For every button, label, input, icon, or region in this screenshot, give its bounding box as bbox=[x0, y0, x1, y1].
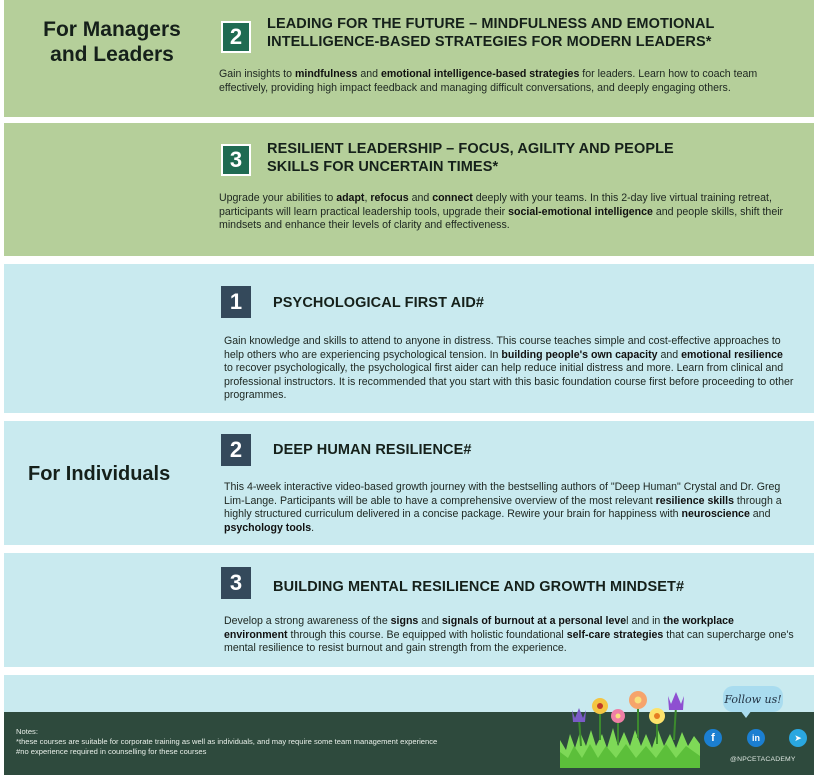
emphasis-text: building people's own capacity bbox=[501, 348, 658, 361]
course-number-badge: 2 bbox=[221, 434, 251, 466]
emphasis-text: psychology tools bbox=[224, 521, 312, 534]
linkedin-icon[interactable]: in bbox=[747, 729, 765, 747]
body-text: , bbox=[364, 192, 371, 204]
emphasis-text: emotional intelligence-based strategies bbox=[380, 68, 580, 80]
flower-garden-illustration bbox=[560, 688, 700, 768]
notes-label: Notes: bbox=[16, 727, 38, 736]
body-text: Upgrade your abilities to bbox=[219, 192, 337, 204]
body-text: Develop a strong awareness of the bbox=[224, 615, 391, 627]
footer-notes bbox=[16, 727, 437, 757]
body-text: and bbox=[408, 192, 433, 204]
course-number-badge: 1 bbox=[221, 286, 251, 318]
facebook-icon[interactable]: f bbox=[704, 729, 722, 747]
note-corporate: *these courses are suitable for corporate training as well as individuals, and may require some team management experience bbox=[16, 737, 438, 746]
course-description bbox=[224, 481, 794, 535]
body-text: and bbox=[418, 615, 442, 627]
course-description bbox=[219, 68, 794, 95]
course-description bbox=[224, 335, 794, 403]
emphasis-text: mindfulness bbox=[294, 68, 358, 80]
emphasis-text: signals of burnout at a personal leve bbox=[441, 615, 627, 627]
body-text: and bbox=[657, 348, 682, 361]
emphasis-text: signs bbox=[390, 615, 419, 627]
body-text: Gain insights to bbox=[219, 68, 295, 80]
note-no-experience: #no experience required in counselling for these courses bbox=[16, 747, 207, 756]
social-handle: @NPCETACADEMY bbox=[730, 756, 796, 763]
daisy-flower bbox=[649, 708, 665, 744]
course-title: DEEP HUMAN RESILIENCE# bbox=[273, 442, 472, 458]
course-title: LEADING FOR THE FUTURE – MINDFULNESS AND EMOTIONAL INTELLIGENCE-BASED STRATEGIES FOR MODERN LEADERS* bbox=[267, 16, 715, 51]
course-number-badge: 3 bbox=[221, 144, 251, 176]
course-description bbox=[224, 615, 794, 656]
course-description bbox=[219, 192, 794, 233]
body-text: This 4-week interactive video-based growth journey with the bestselling authors of "Deep Human" Crystal and Dr. Greg Lim-Lange. Participants will be able to have a comprehensive overview of the most relevant bbox=[224, 481, 781, 507]
emphasis-text: social-emotional intelligence bbox=[508, 205, 653, 218]
course-title: PSYCHOLOGICAL FIRST AID# bbox=[273, 295, 485, 311]
body-text: deeply with your teams. In this 2-day live virtual training retreat, participants will learn practical leadership tools, upgrade their bbox=[219, 192, 772, 218]
body-text: to recover psychologically, the psychological first aider can help reduce initial distress and more. Learn from clinical and professional instructors. It is recommended that you start with this basic foundation course first before proceeding to other programmes. bbox=[224, 362, 794, 402]
emphasis-text: neuroscience bbox=[681, 508, 750, 521]
emphasis-text: resilience skills bbox=[655, 494, 734, 507]
follow-us-bubble: Follow us! bbox=[723, 686, 783, 712]
emphasis-text: refocus bbox=[370, 192, 409, 204]
follow-bubble-tail bbox=[740, 710, 752, 718]
body-text: l and in bbox=[626, 615, 664, 627]
peach-flower bbox=[629, 691, 647, 738]
emphasis-text: adapt bbox=[336, 192, 365, 204]
body-text: and bbox=[749, 508, 771, 521]
body-text: through a highly structured curriculum delivered in a concise package. Rewire your brain for happiness with bbox=[224, 494, 782, 521]
individuals-heading: For Individuals bbox=[28, 463, 171, 485]
course-title: RESILIENT LEADERSHIP – FOCUS, AGILITY AND PEOPLE SKILLS FOR UNCERTAIN TIMES* bbox=[267, 141, 674, 176]
yellow-flower bbox=[592, 698, 608, 740]
body-text: . bbox=[311, 521, 315, 534]
violet-tulip bbox=[668, 692, 684, 740]
body-text: through this course. Be equipped with holistic foundational bbox=[287, 628, 567, 641]
telegram-icon[interactable]: ➤ bbox=[789, 729, 807, 747]
body-text: that can supercharge one's mental resilience to resist burnout and gain strength from the experience. bbox=[224, 628, 794, 655]
course-number-badge: 3 bbox=[221, 567, 251, 599]
emphasis-text: emotional resilience bbox=[681, 348, 783, 361]
emphasis-text: connect bbox=[432, 192, 473, 204]
course-title: BUILDING MENTAL RESILIENCE AND GROWTH MINDSET# bbox=[273, 579, 685, 595]
emphasis-text: self-care strategies bbox=[566, 628, 664, 641]
body-text: and people skills, shift their mindsets and enhance their levels of clarity and effectiveness. bbox=[219, 205, 784, 232]
course-number-badge: 2 bbox=[221, 21, 251, 53]
body-text: and bbox=[357, 68, 381, 80]
body-text: Gain knowledge and skills to attend to anyone in distress. This course teaches simple and cost-effective approaches to help others who are experiencing psychological tension. In bbox=[224, 335, 781, 361]
managers-heading: For Managers and Leaders bbox=[43, 18, 181, 66]
body-text: for leaders. Learn how to coach team effectively, providing high impact feedback and managing difficult conversations, and deeply engaging others. bbox=[219, 68, 758, 94]
emphasis-text: the workplace environment bbox=[224, 615, 734, 641]
